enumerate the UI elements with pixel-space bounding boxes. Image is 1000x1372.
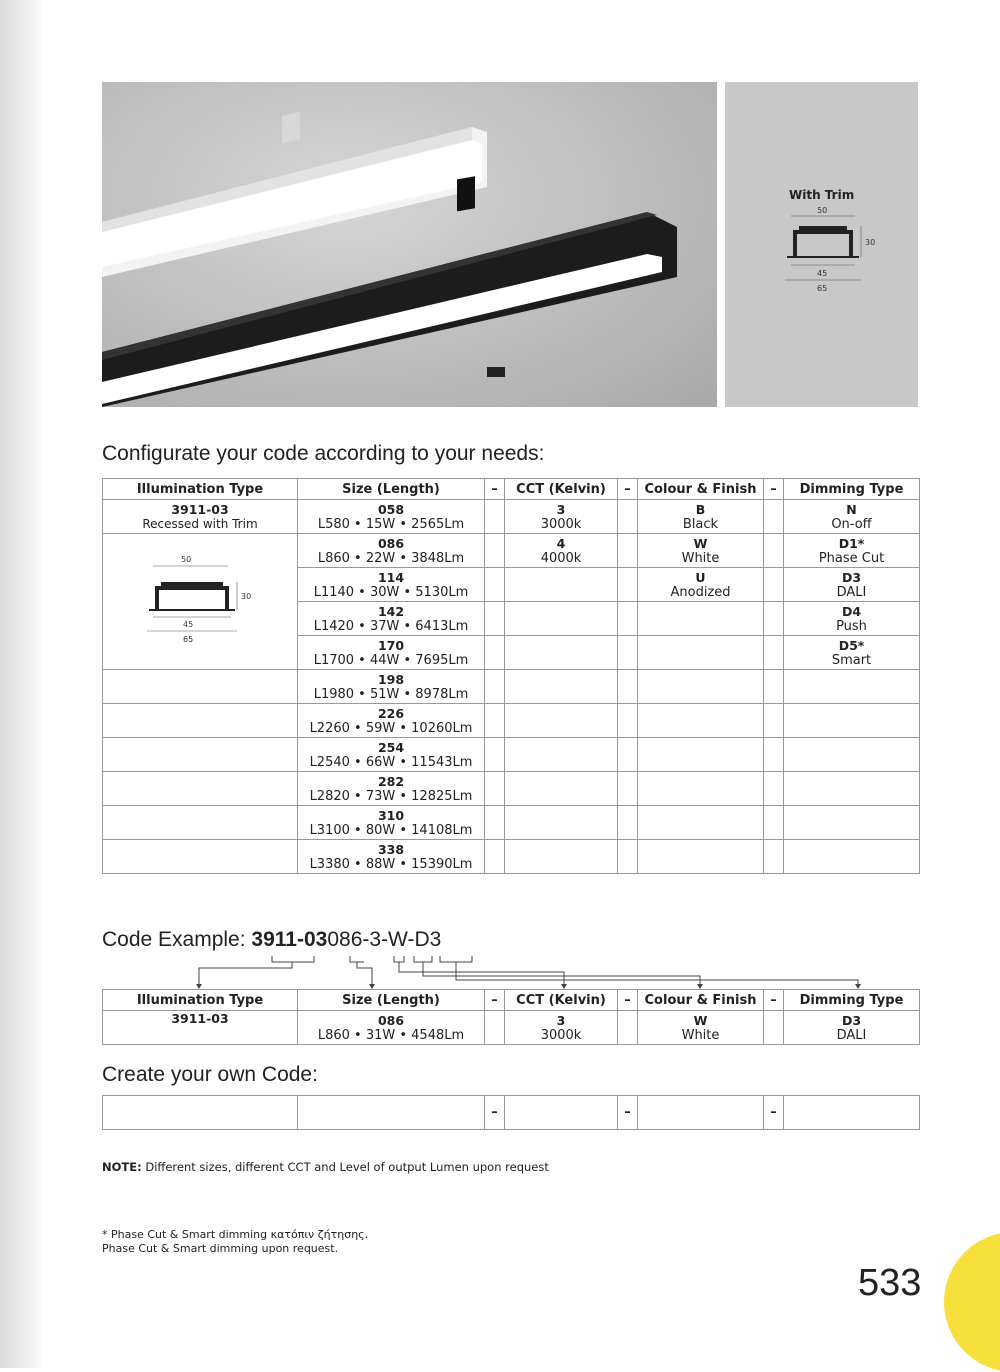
dimming-cell xyxy=(784,568,920,602)
dim-inner-label: 45 xyxy=(817,269,828,278)
separator-cell xyxy=(618,534,638,568)
size-cell xyxy=(298,500,485,534)
illumination-cell xyxy=(103,772,298,806)
header-dimming: Dimming Type xyxy=(784,479,920,500)
size-desc: L1420 • 37W • 6413Lm xyxy=(313,618,469,634)
colour-cell xyxy=(638,704,764,738)
dim-height-label: 30 xyxy=(865,238,876,247)
separator-cell xyxy=(485,534,505,568)
colour-code: U xyxy=(695,569,706,585)
dimming-cell xyxy=(784,840,920,874)
dimming-desc: DALI xyxy=(836,584,867,600)
dim-outer-label: 65 xyxy=(817,284,828,292)
cct-cell xyxy=(505,772,618,806)
separator-cell xyxy=(485,738,505,772)
table-row xyxy=(103,738,920,772)
dimming-cell xyxy=(784,704,920,738)
dimming-cell xyxy=(784,602,920,636)
cct-cell xyxy=(505,500,618,534)
separator-cell xyxy=(485,704,505,738)
cct-cell xyxy=(505,1011,618,1045)
cct-cell xyxy=(505,602,618,636)
header-dash: – xyxy=(618,990,638,1011)
size-cell xyxy=(298,568,485,602)
colour-cell xyxy=(638,602,764,636)
separator-cell xyxy=(764,704,784,738)
dim-top-label: 50 xyxy=(817,206,828,215)
separator-cell: – xyxy=(485,1096,505,1130)
dimming-code: D5* xyxy=(838,637,865,653)
size-desc: L860 • 31W • 4548Lm xyxy=(317,1027,465,1043)
dimming-code: D3 xyxy=(841,1012,862,1028)
cct-cell xyxy=(505,636,618,670)
header-illumination: Illumination Type xyxy=(103,479,298,500)
illumination-name: Recessed with Trim xyxy=(142,516,258,531)
separator-cell xyxy=(618,806,638,840)
size-desc: L1980 • 51W • 8978Lm xyxy=(313,686,469,702)
size-cell xyxy=(298,670,485,704)
separator-cell: – xyxy=(764,1096,784,1130)
cct-cell xyxy=(505,568,618,602)
size-input-cell[interactable] xyxy=(298,1096,485,1130)
separator-cell xyxy=(618,772,638,806)
size-desc: L3380 • 88W • 15390Lm xyxy=(309,856,473,872)
cct-desc: 3000k xyxy=(540,1027,582,1043)
size-desc: L860 • 22W • 3848Lm xyxy=(317,550,465,566)
header-dash: – xyxy=(485,990,505,1011)
separator-cell xyxy=(485,1011,505,1045)
size-desc: L2260 • 59W • 10260Lm xyxy=(309,720,473,736)
size-code: 198 xyxy=(377,671,405,687)
illumination-diagram-cell xyxy=(103,534,298,670)
illumination-cell xyxy=(103,738,298,772)
header-illumination: Illumination Type xyxy=(103,990,298,1011)
page-number: 533 xyxy=(858,1262,922,1304)
size-code: 142 xyxy=(377,603,405,619)
table-row xyxy=(103,772,920,806)
dimming-cell xyxy=(784,636,920,670)
separator-cell xyxy=(485,806,505,840)
footnote-line: * Phase Cut & Smart dimming κατόπιν ζήτησης. xyxy=(102,1228,369,1241)
table-header-row xyxy=(103,990,920,1011)
separator-cell xyxy=(618,840,638,874)
cct-code: 3 xyxy=(556,1012,566,1028)
header-colour: Colour & Finish xyxy=(638,990,764,1011)
header-dash: – xyxy=(764,990,784,1011)
code-example-rest: 086-3-W-D3 xyxy=(327,928,442,951)
header-cct: CCT (Kelvin) xyxy=(505,990,618,1011)
dimming-desc: Smart xyxy=(831,652,872,668)
header-cct: CCT (Kelvin) xyxy=(505,479,618,500)
table-row xyxy=(103,840,920,874)
table-row xyxy=(103,534,920,568)
code-example-heading xyxy=(102,928,441,952)
cct-cell xyxy=(505,670,618,704)
create-own-heading: Create your own Code: xyxy=(102,1063,318,1086)
cct-cell xyxy=(505,534,618,568)
separator-cell xyxy=(764,500,784,534)
profile-panel xyxy=(725,82,918,407)
colour-desc: White xyxy=(681,1027,720,1043)
dimming-cell xyxy=(784,738,920,772)
size-code: 254 xyxy=(377,739,405,755)
cct-input-cell[interactable] xyxy=(505,1096,618,1130)
separator-cell xyxy=(764,602,784,636)
size-code: 086 xyxy=(377,1012,405,1028)
code-example-label: Code Example: xyxy=(102,928,252,951)
code-example-bold: 3911-03 xyxy=(251,928,328,951)
header-dash: – xyxy=(764,479,784,500)
profile-dimension-diagram xyxy=(125,550,275,650)
dimming-cell xyxy=(784,500,920,534)
note-label: NOTE: xyxy=(102,1160,142,1174)
illumination-cell xyxy=(103,1011,298,1045)
luminaire-illustration xyxy=(102,82,717,407)
colour-code: B xyxy=(695,501,706,517)
dimming-cell xyxy=(784,670,920,704)
size-cell xyxy=(298,806,485,840)
footnote xyxy=(102,1228,368,1256)
colour-cell xyxy=(638,738,764,772)
separator-cell xyxy=(764,670,784,704)
size-code: 338 xyxy=(377,841,405,857)
table-row xyxy=(103,670,920,704)
colour-cell xyxy=(638,636,764,670)
dimming-cell xyxy=(784,772,920,806)
colour-desc: Anodized xyxy=(670,584,731,600)
dim-height-label: 30 xyxy=(241,591,252,601)
cct-desc: 4000k xyxy=(540,550,582,566)
cct-code: 4 xyxy=(556,535,566,551)
left-margin-strip xyxy=(0,0,44,1368)
separator-cell xyxy=(764,534,784,568)
create-own-table xyxy=(102,1095,920,1130)
dimming-desc: On-off xyxy=(831,516,872,532)
separator-cell xyxy=(618,704,638,738)
separator-cell xyxy=(764,1011,784,1045)
table-row xyxy=(103,806,920,840)
dim-inner-label: 45 xyxy=(183,619,194,629)
separator-cell xyxy=(485,602,505,636)
dimming-desc: DALI xyxy=(836,1027,867,1043)
colour-cell xyxy=(638,840,764,874)
profile-title: With Trim xyxy=(789,188,855,202)
size-code: 282 xyxy=(377,773,405,789)
colour-cell xyxy=(638,772,764,806)
colour-cell xyxy=(638,670,764,704)
product-photo xyxy=(102,82,717,407)
header-size: Size (Length) xyxy=(298,479,485,500)
page-accent-circle xyxy=(944,1232,1000,1372)
cct-code: 3 xyxy=(556,501,566,517)
colour-input-cell[interactable] xyxy=(638,1096,764,1130)
table-row xyxy=(103,500,920,534)
separator-cell xyxy=(618,602,638,636)
size-desc: L1140 • 30W • 5130Lm xyxy=(313,584,469,600)
separator-cell xyxy=(764,738,784,772)
table-row xyxy=(103,1011,920,1045)
separator-cell xyxy=(764,840,784,874)
dim-top-label: 50 xyxy=(181,554,192,564)
cct-cell xyxy=(505,806,618,840)
dimming-desc: Phase Cut xyxy=(818,550,885,566)
colour-cell xyxy=(638,568,764,602)
dimming-code: D4 xyxy=(841,603,862,619)
dimming-cell xyxy=(784,1011,920,1045)
size-cell xyxy=(298,534,485,568)
dimming-code: N xyxy=(846,501,857,517)
cct-desc: 3000k xyxy=(540,516,582,532)
colour-cell xyxy=(638,806,764,840)
cct-cell xyxy=(505,704,618,738)
size-cell xyxy=(298,636,485,670)
separator-cell xyxy=(618,636,638,670)
separator-cell xyxy=(618,670,638,704)
colour-cell xyxy=(638,1011,764,1045)
size-desc: L1700 • 44W • 7695Lm xyxy=(313,652,469,668)
separator-cell xyxy=(618,568,638,602)
illumination-cell xyxy=(103,670,298,704)
profile-dimension-diagram xyxy=(777,202,917,292)
header-dash: – xyxy=(618,479,638,500)
separator-cell xyxy=(764,568,784,602)
dimming-code: D1* xyxy=(838,535,865,551)
dimming-code: D3 xyxy=(841,569,862,585)
header-dash: – xyxy=(485,479,505,500)
separator-cell xyxy=(485,670,505,704)
separator-cell xyxy=(485,772,505,806)
size-cell xyxy=(298,1011,485,1045)
size-desc: L3100 • 80W • 14108Lm xyxy=(309,822,473,838)
dim-outer-label: 65 xyxy=(183,634,194,644)
separator-cell xyxy=(764,636,784,670)
size-code: 226 xyxy=(377,705,405,721)
colour-code: W xyxy=(693,535,708,551)
size-cell xyxy=(298,738,485,772)
table-row xyxy=(103,1096,920,1130)
table-header-row xyxy=(103,479,920,500)
size-code: 086 xyxy=(377,535,405,551)
size-code: 114 xyxy=(377,569,405,585)
separator-cell xyxy=(485,840,505,874)
colour-desc: Black xyxy=(682,516,719,532)
illumination-code: 3911-03 xyxy=(171,501,229,517)
separator-cell xyxy=(618,1011,638,1045)
dimming-cell xyxy=(784,534,920,568)
colour-cell xyxy=(638,534,764,568)
header-size: Size (Length) xyxy=(298,990,485,1011)
illumination-input-cell[interactable] xyxy=(103,1096,298,1130)
colour-cell xyxy=(638,500,764,534)
size-cell xyxy=(298,602,485,636)
header-dimming: Dimming Type xyxy=(784,990,920,1011)
size-cell xyxy=(298,840,485,874)
separator-cell xyxy=(764,772,784,806)
separator-cell xyxy=(485,500,505,534)
separator-cell xyxy=(618,500,638,534)
illumination-cell xyxy=(103,840,298,874)
illumination-cell xyxy=(103,500,298,534)
size-desc: L2820 • 73W • 12825Lm xyxy=(309,788,473,804)
header-colour: Colour & Finish xyxy=(638,479,764,500)
colour-desc: White xyxy=(681,550,720,566)
configurator-table xyxy=(102,478,920,874)
code-example-table xyxy=(102,989,920,1045)
illumination-cell xyxy=(103,806,298,840)
separator-cell xyxy=(618,738,638,772)
separator-cell: – xyxy=(618,1096,638,1130)
size-code: 170 xyxy=(377,637,405,653)
note xyxy=(102,1160,549,1174)
dimming-cell xyxy=(784,806,920,840)
illumination-cell xyxy=(103,704,298,738)
cct-cell xyxy=(505,738,618,772)
colour-code: W xyxy=(693,1012,708,1028)
size-desc: L2540 • 66W • 11543Lm xyxy=(309,754,473,770)
size-code: 310 xyxy=(377,807,405,823)
size-cell xyxy=(298,772,485,806)
table-row xyxy=(103,704,920,738)
configurator-heading: Configurate your code according to your needs: xyxy=(102,442,545,465)
size-cell xyxy=(298,704,485,738)
footnote-line: Phase Cut & Smart dimming upon request. xyxy=(102,1242,339,1255)
code-connector-arrows xyxy=(102,950,919,992)
dimming-desc: Push xyxy=(836,618,867,634)
size-desc: L580 • 15W • 2565Lm xyxy=(317,516,465,532)
separator-cell xyxy=(485,636,505,670)
cct-cell xyxy=(505,840,618,874)
dimming-input-cell[interactable] xyxy=(784,1096,920,1130)
separator-cell xyxy=(764,806,784,840)
size-code: 058 xyxy=(377,501,405,517)
separator-cell xyxy=(485,568,505,602)
illumination-code: 3911-03 xyxy=(171,1011,229,1026)
note-text: Different sizes, different CCT and Level of output Lumen upon request xyxy=(141,1160,549,1174)
